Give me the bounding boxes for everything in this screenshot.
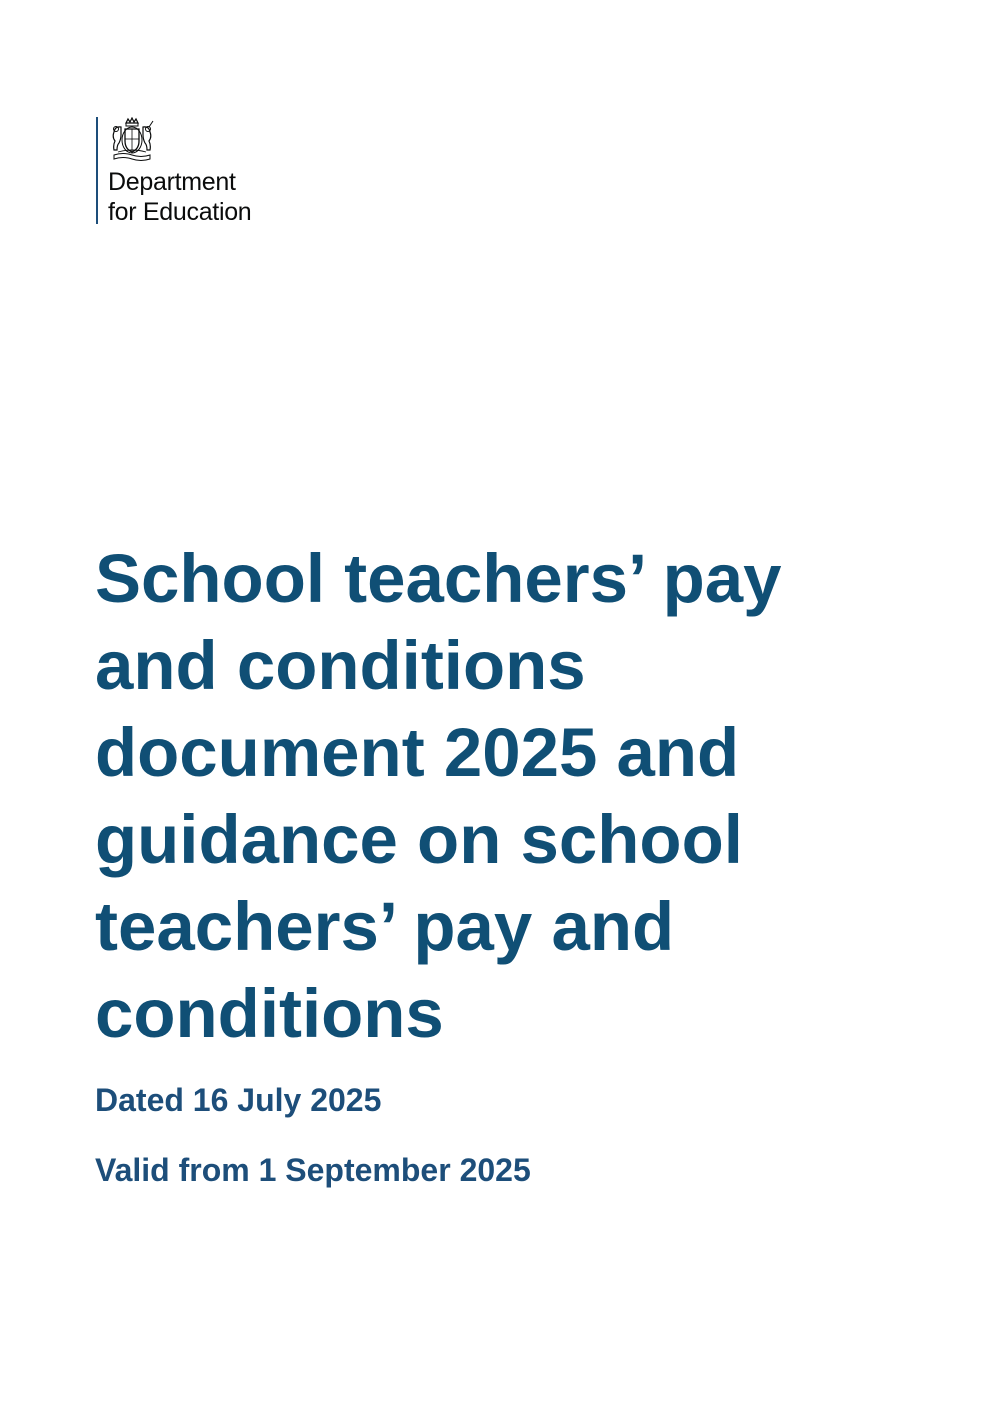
organisation-name-line-2: for Education [108, 198, 252, 226]
document-title [95, 535, 915, 1057]
title-line-6: conditions [95, 975, 444, 1052]
dated-line: Dated 16 July 2025 [95, 1082, 382, 1118]
title-line-1: School teachers’ pay [95, 540, 782, 617]
title-line-2: and conditions [95, 627, 586, 704]
logo-rule [96, 117, 98, 224]
department-logo [96, 117, 286, 224]
title-line-5: teachers’ pay and [95, 888, 675, 965]
organisation-name [108, 167, 251, 227]
organisation-name-line-1: Department [108, 168, 236, 196]
valid-from-line: Valid from 1 September 2025 [95, 1152, 531, 1188]
title-line-3: document 2025 and [95, 714, 740, 791]
title-line-4: guidance on school [95, 801, 743, 878]
royal-coat-of-arms-icon [108, 117, 156, 163]
